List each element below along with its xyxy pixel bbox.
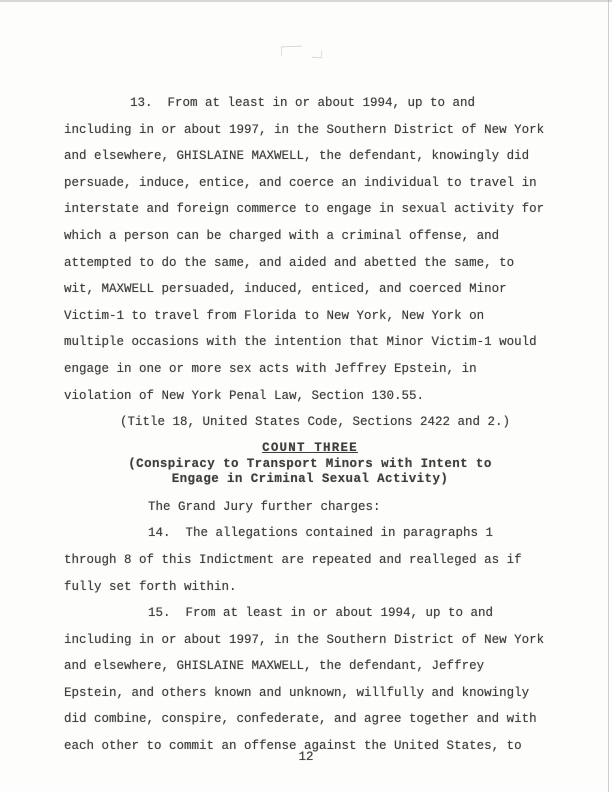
grand-jury-charges-line: The Grand Jury further charges:: [148, 499, 381, 514]
count-three-subtitle: Engage in Criminal Sexual Activity): [171, 472, 449, 487]
scan-smudge: [281, 46, 302, 57]
paragraph-15-line: did combine, conspire, confederate, and agree together and with: [64, 712, 537, 727]
paragraph-13-line: engage in one or more sex acts with Jeffrey Epstein, in: [64, 361, 477, 376]
paragraph-13-line: wit, MAXWELL persuaded, induced, enticed, and coerced Minor: [64, 282, 507, 297]
paragraph-13-line: attempted to do the same, and aided and abetted the same, to: [64, 255, 515, 270]
count-three-subtitle: (Conspiracy to Transport Minors with Intent to: [128, 456, 492, 471]
paragraph-14-line: 14. The allegations contained in paragraphs 1: [148, 526, 494, 541]
paragraph-13-line: Victim-1 to travel from Florida to New York, New York on: [64, 308, 485, 323]
statute-citation: (Title 18, United States Code, Sections 2422 and 2.): [120, 415, 511, 430]
paragraph-13-line: 13. From at least in or about 1994, up to and: [130, 96, 476, 110]
paragraph-15-line: including in or about 1997, in the Southern District of New York: [64, 632, 545, 647]
paragraph-13-line: which a person can be charged with a criminal offense, and: [64, 228, 500, 243]
paragraph-13-line: multiple occasions with the intention that Minor Victim-1 would: [64, 335, 537, 350]
scan-edge-top: [0, 0, 612, 2]
paragraph-13-line: persuade, induce, entice, and coerce an individual to travel in: [64, 175, 537, 190]
paragraph-13-line: interstate and foreign commerce to engage in sexual activity for: [64, 202, 545, 217]
count-three-heading: COUNT THREE: [262, 440, 358, 455]
paragraph-13-line: including in or about 1997, in the Southern District of New York: [64, 122, 545, 137]
paragraph-14-line: fully set forth within.: [64, 579, 237, 594]
paragraph-15-line: each other to commit an offense against the United States, to: [64, 739, 522, 754]
scan-edge-right: [608, 0, 609, 792]
page-number: 12: [298, 750, 314, 764]
paragraph-15-line: 15. From at least in or about 1994, up to and: [148, 606, 494, 621]
document-body: [64, 90, 556, 760]
paragraph-14-line: through 8 of this Indictment are repeated and realleged as if: [64, 552, 522, 567]
paragraph-13-line: violation of New York Penal Law, Section 130.55.: [64, 388, 425, 403]
paragraph-15-line: and elsewhere, GHISLAINE MAXWELL, the defendant, Jeffrey: [64, 659, 485, 674]
paragraph-13-line: and elsewhere, GHISLAINE MAXWELL, the defendant, knowingly did: [64, 149, 530, 164]
scan-smudge: [312, 50, 322, 59]
paragraph-15-line: Epstein, and others known and unknown, willfully and knowingly: [64, 685, 530, 700]
